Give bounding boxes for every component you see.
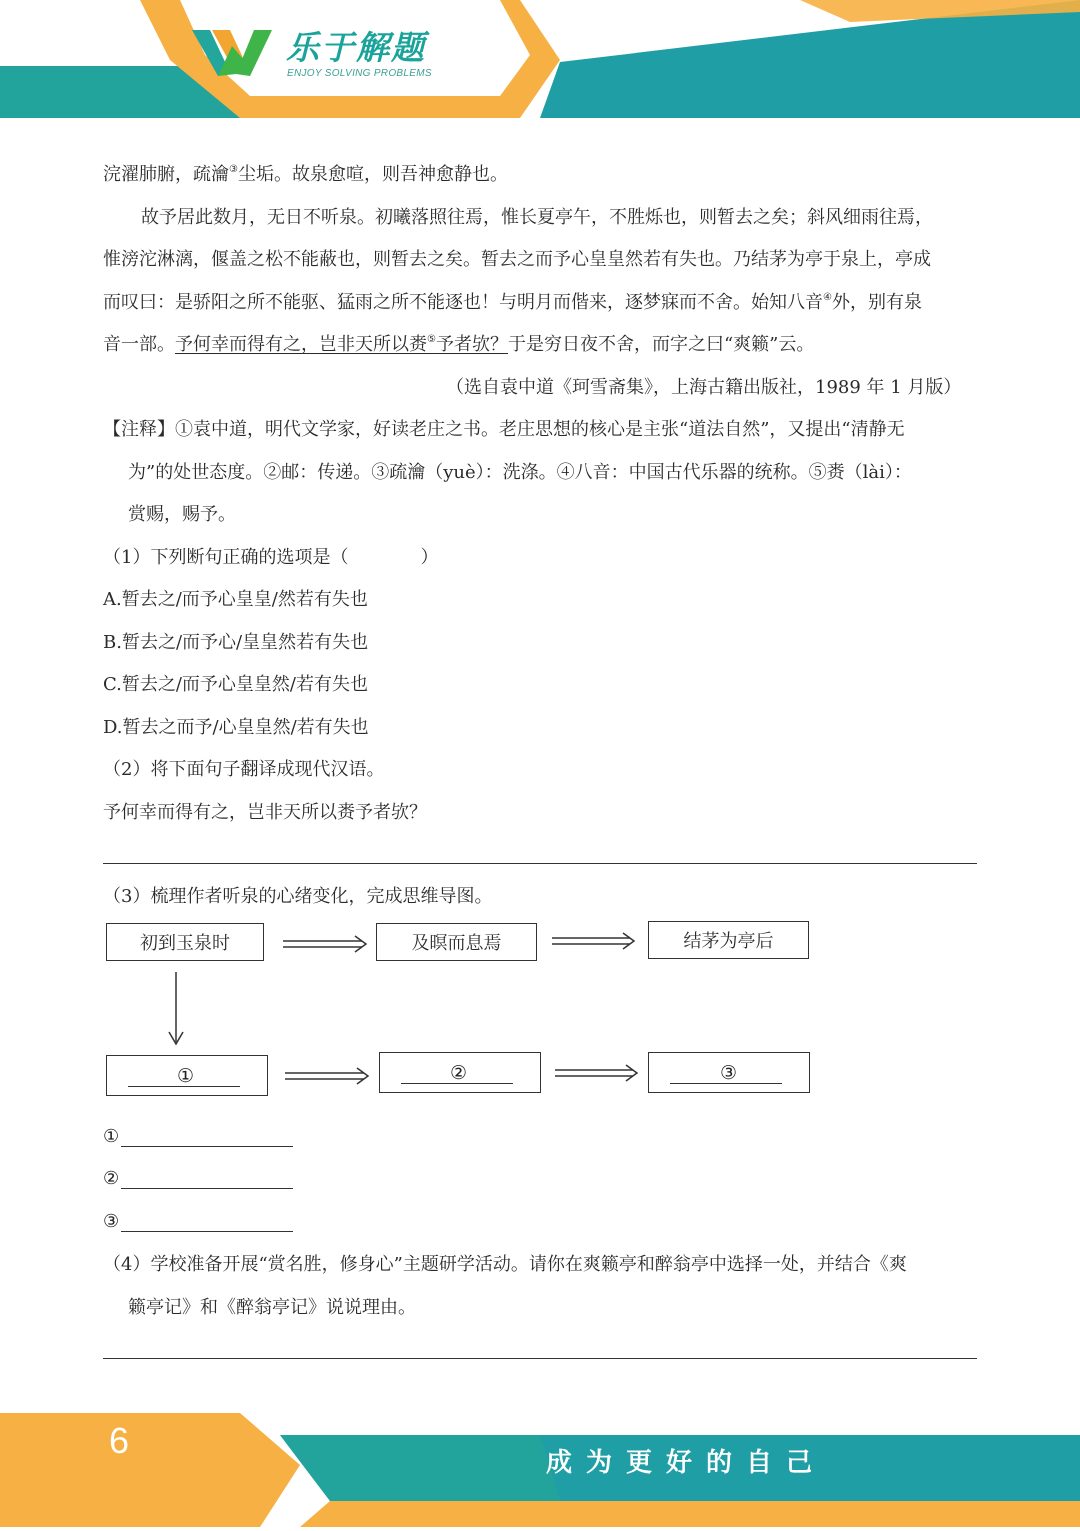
footnote-mark: ④	[823, 292, 832, 303]
page-number: 6	[109, 1420, 130, 1461]
passage-text: 予者欤？	[435, 334, 508, 355]
answer-line-1	[121, 1146, 293, 1147]
notes-line-2: 为”的处世态度。②邮：传递。③疏瀹（yuè）：洗涤。④八音：中国古代乐器的统称。⑤赉（lài）：	[128, 462, 912, 483]
answer-line	[103, 1358, 977, 1359]
blank-marker-3: ③	[720, 1062, 738, 1084]
blank-marker-2: ②	[450, 1062, 468, 1084]
passage-text: 予何幸而得有之，岂非天所以赉	[175, 334, 427, 355]
passage-text: 尘垢。故泉愈喧，则吾神愈静也。	[237, 164, 508, 185]
arrow-down	[169, 972, 183, 1044]
answer-line-3	[121, 1231, 293, 1232]
arrow-right-3	[285, 1068, 368, 1084]
page-footer	[0, 1405, 1080, 1527]
q2-sentence: 予何幸而得有之，岂非天所以赉予者欤？	[103, 802, 427, 823]
passage-text: 浣濯肺腑，疏瀹	[103, 164, 229, 185]
arrow-right-2	[552, 933, 634, 949]
q1-option-b: B.暂去之/而予心/皇皇然若有失也	[103, 632, 369, 653]
passage-source: （选自袁中道《珂雪斋集》，上海古籍出版社，1989 年 1 月版）	[446, 377, 962, 398]
passage-line-2: 故予居此数月，无日不听泉。初曦落照往焉，惟长夏亭午，不胜烁也，则暂去之矣；斜风细雨往焉，	[141, 207, 933, 228]
answer-label-2: ②	[103, 1168, 120, 1189]
blank-marker-1: ①	[177, 1065, 195, 1087]
arrow-right-1	[283, 936, 366, 952]
arrow-right-4	[555, 1065, 637, 1081]
q1-option-c: C.暂去之/而予心皇皇然/若有失也	[103, 674, 368, 695]
q2-stem: （2）将下面句子翻译成现代汉语。	[103, 759, 385, 780]
passage-text: 于是穷日夜不舍，而字之曰“爽籁”云。	[507, 334, 815, 355]
answer-line-2	[121, 1188, 293, 1189]
q1-stem: （1）下列断句正确的选项是（ ）	[103, 547, 439, 568]
logo-text: 乐于解题	[286, 28, 426, 67]
q4-line-2: 籁亭记》和《醉翁亭记》说说理由。	[128, 1297, 416, 1318]
footer-slogan: 成为更好的自己	[546, 1448, 827, 1478]
q3-stem: （3）梳理作者听泉的心绪变化，完成思维导图。	[103, 886, 493, 907]
answer-label-1: ①	[103, 1126, 120, 1147]
mindmap-box-dusk: 及暝而息焉	[376, 923, 537, 961]
q1-option-a: A.暂去之/而予心皇皇/然若有失也	[103, 589, 368, 610]
passage-text: 而叹曰：是骄阳之所不能驱、猛雨之所不能逐也！与明月而偕来，逐梦寐而不舍。始知八音	[103, 292, 823, 313]
passage-text: 外，别有泉	[831, 292, 922, 313]
footnote-mark: ③	[229, 164, 238, 175]
notes-line-1: 【注释】①袁中道，明代文学家，好读老庄之书。老庄思想的核心是主张“道法自然”，又提出“清静无	[103, 419, 905, 440]
passage-text: 音一部。	[103, 334, 175, 355]
mindmap-box-pavilion: 结茅为亭后	[648, 921, 809, 959]
logo-subtitle: ENJOY SOLVING PROBLEMS	[287, 68, 432, 79]
footnote-mark: ⑤	[427, 334, 436, 345]
footer-banner	[0, 1405, 1080, 1527]
q1-option-d: D.暂去之而予/心皇皇然/若有失也	[103, 717, 369, 738]
passage-line-3: 惟滂沱淋漓，偃盖之松不能蔽也，则暂去之矣。暂去之而予心皇皇然若有失也。乃结茅为亭于泉上，亭成	[103, 249, 931, 270]
q4-line-1: （4）学校准备开展“赏名胜，修身心”主题研学活动。请你在爽籁亭和醉翁亭中选择一处，并结合《爽	[103, 1254, 907, 1275]
answer-label-3: ③	[103, 1211, 120, 1232]
mindmap-box-arrival: 初到玉泉时	[106, 923, 264, 961]
notes-line-3: 赏赐，赐予。	[128, 504, 236, 525]
